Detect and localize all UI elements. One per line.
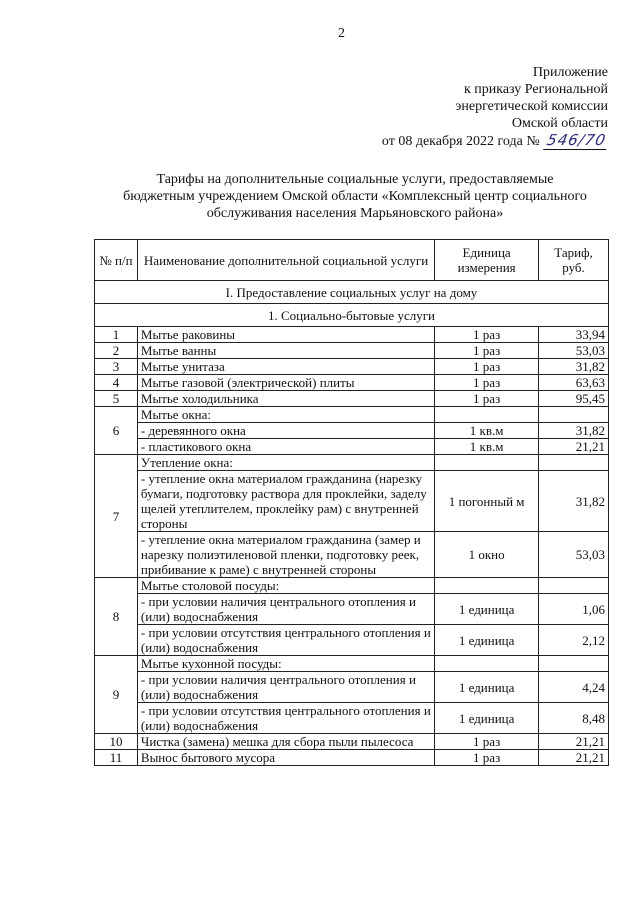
row-name: - при условии отсутствия центрального отопления и (или) водоснабжения <box>137 703 434 734</box>
row-name: - деревянного окна <box>137 423 434 439</box>
title-line: Тарифы на дополнительные социальные услуги, предоставляемые <box>156 172 554 187</box>
table-subrow <box>95 625 609 656</box>
row-name: - при условии отсутствия центрального отопления и (или) водоснабжения <box>137 625 434 656</box>
table-row <box>95 656 609 672</box>
table-row <box>95 343 609 359</box>
page-number: 2 <box>338 26 345 41</box>
row-unit-empty <box>435 656 539 672</box>
tariff-table <box>94 239 609 766</box>
row-name: Мытье кухонной посуды: <box>137 656 434 672</box>
table-subrow <box>95 471 609 532</box>
section-title: I. Предоставление социальных услуг на дому <box>95 281 609 304</box>
row-unit: 1 кв.м <box>435 423 539 439</box>
title-line: бюджетным учреждением Омской области «Комплексный центр социального <box>123 189 587 204</box>
row-unit-empty <box>435 578 539 594</box>
approval-line: к приказу Региональной <box>463 82 608 97</box>
table-row <box>95 391 609 407</box>
approval-date: от 08 декабря 2022 года № <box>381 134 540 149</box>
row-num: 3 <box>95 359 138 375</box>
row-unit: 1 кв.м <box>435 439 539 455</box>
order-number-handwritten: 546/70 <box>543 132 610 150</box>
row-num: 2 <box>95 343 138 359</box>
header-price: Тариф, руб. <box>539 240 609 281</box>
row-unit: 1 раз <box>435 359 539 375</box>
row-num: 11 <box>95 750 138 766</box>
row-name: Мытье ванны <box>137 343 434 359</box>
row-unit: 1 единица <box>435 625 539 656</box>
table-row <box>95 375 609 391</box>
row-price-empty <box>539 656 609 672</box>
row-price-empty <box>539 407 609 423</box>
approval-line: Омской области <box>511 116 608 131</box>
subsection-row <box>95 304 609 327</box>
table-header-row <box>95 240 609 281</box>
table-subrow <box>95 703 609 734</box>
row-unit: 1 раз <box>435 750 539 766</box>
approval-line: Приложение <box>532 65 608 80</box>
row-unit: 1 окно <box>435 532 539 578</box>
row-price: 4,24 <box>539 672 609 703</box>
row-unit: 1 единица <box>435 703 539 734</box>
row-price: 31,82 <box>539 423 609 439</box>
row-price: 21,21 <box>539 439 609 455</box>
header-unit: Единица измерения <box>435 240 539 281</box>
row-price: 95,45 <box>539 391 609 407</box>
section-row <box>95 281 609 304</box>
approval-block <box>308 64 608 150</box>
table-subrow <box>95 532 609 578</box>
header-num: № п/п <box>95 240 138 281</box>
row-unit: 1 раз <box>435 734 539 750</box>
table-subrow <box>95 672 609 703</box>
row-name: Мытье окна: <box>137 407 434 423</box>
row-price: 2,12 <box>539 625 609 656</box>
row-name: Мытье унитаза <box>137 359 434 375</box>
row-price: 31,82 <box>539 359 609 375</box>
row-unit: 1 раз <box>435 375 539 391</box>
row-price: 8,48 <box>539 703 609 734</box>
table-row <box>95 750 609 766</box>
row-num: 10 <box>95 734 138 750</box>
table-row <box>95 455 609 471</box>
approval-date-line <box>308 132 608 150</box>
table-row <box>95 578 609 594</box>
row-price: 21,21 <box>539 734 609 750</box>
row-name: Мытье раковины <box>137 327 434 343</box>
row-num: 9 <box>95 656 138 734</box>
row-unit: 1 раз <box>435 343 539 359</box>
row-price: 53,03 <box>539 343 609 359</box>
row-price: 53,03 <box>539 532 609 578</box>
approval-line: энергетической комиссии <box>455 99 608 114</box>
row-name: Мытье холодильника <box>137 391 434 407</box>
row-unit-empty <box>435 455 539 471</box>
row-num: 4 <box>95 375 138 391</box>
row-name: Мытье столовой посуды: <box>137 578 434 594</box>
row-name: - пластикового окна <box>137 439 434 455</box>
row-unit-empty <box>435 407 539 423</box>
subsection-title: 1. Социально-бытовые услуги <box>95 304 609 327</box>
row-price-empty <box>539 455 609 471</box>
row-price: 33,94 <box>539 327 609 343</box>
row-name: - утепление окна материалом гражданина (замер и нарезку полиэтиленовой пленки, подготовку реек, прибивание к раме) с внутренней стороны <box>137 532 434 578</box>
row-price: 63,63 <box>539 375 609 391</box>
row-num: 8 <box>95 578 138 656</box>
row-name: Утепление окна: <box>137 455 434 471</box>
row-unit: 1 единица <box>435 594 539 625</box>
table-row <box>95 734 609 750</box>
row-name: - при условии наличия центрального отопления и (или) водоснабжения <box>137 672 434 703</box>
row-price: 31,82 <box>539 471 609 532</box>
row-unit: 1 единица <box>435 672 539 703</box>
row-num: 6 <box>95 407 138 455</box>
row-name: - при условии наличия центрального отопления и (или) водоснабжения <box>137 594 434 625</box>
row-price-empty <box>539 578 609 594</box>
row-num: 5 <box>95 391 138 407</box>
row-price: 21,21 <box>539 750 609 766</box>
table-subrow <box>95 439 609 455</box>
table-subrow <box>95 594 609 625</box>
row-num: 7 <box>95 455 138 578</box>
row-name: Вынос бытового мусора <box>137 750 434 766</box>
document-title <box>90 171 620 222</box>
title-line: обслуживания населения Марьяновского района» <box>206 206 504 221</box>
row-unit: 1 раз <box>435 391 539 407</box>
row-name: Мытье газовой (электрической) плиты <box>137 375 434 391</box>
table-row <box>95 359 609 375</box>
row-name: Чистка (замена) мешка для сбора пыли пылесоса <box>137 734 434 750</box>
row-num: 1 <box>95 327 138 343</box>
row-unit: 1 погонный м <box>435 471 539 532</box>
table-row <box>95 407 609 423</box>
header-name: Наименование дополнительной социальной услуги <box>137 240 434 281</box>
row-price: 1,06 <box>539 594 609 625</box>
table-row <box>95 327 609 343</box>
row-name: - утепление окна материалом гражданина (нарезку бумаги, подготовку раствора для проклейки, заделу щелей утеплителем, проклейку рам) с внутренней стороны <box>137 471 434 532</box>
row-unit: 1 раз <box>435 327 539 343</box>
table-subrow <box>95 423 609 439</box>
